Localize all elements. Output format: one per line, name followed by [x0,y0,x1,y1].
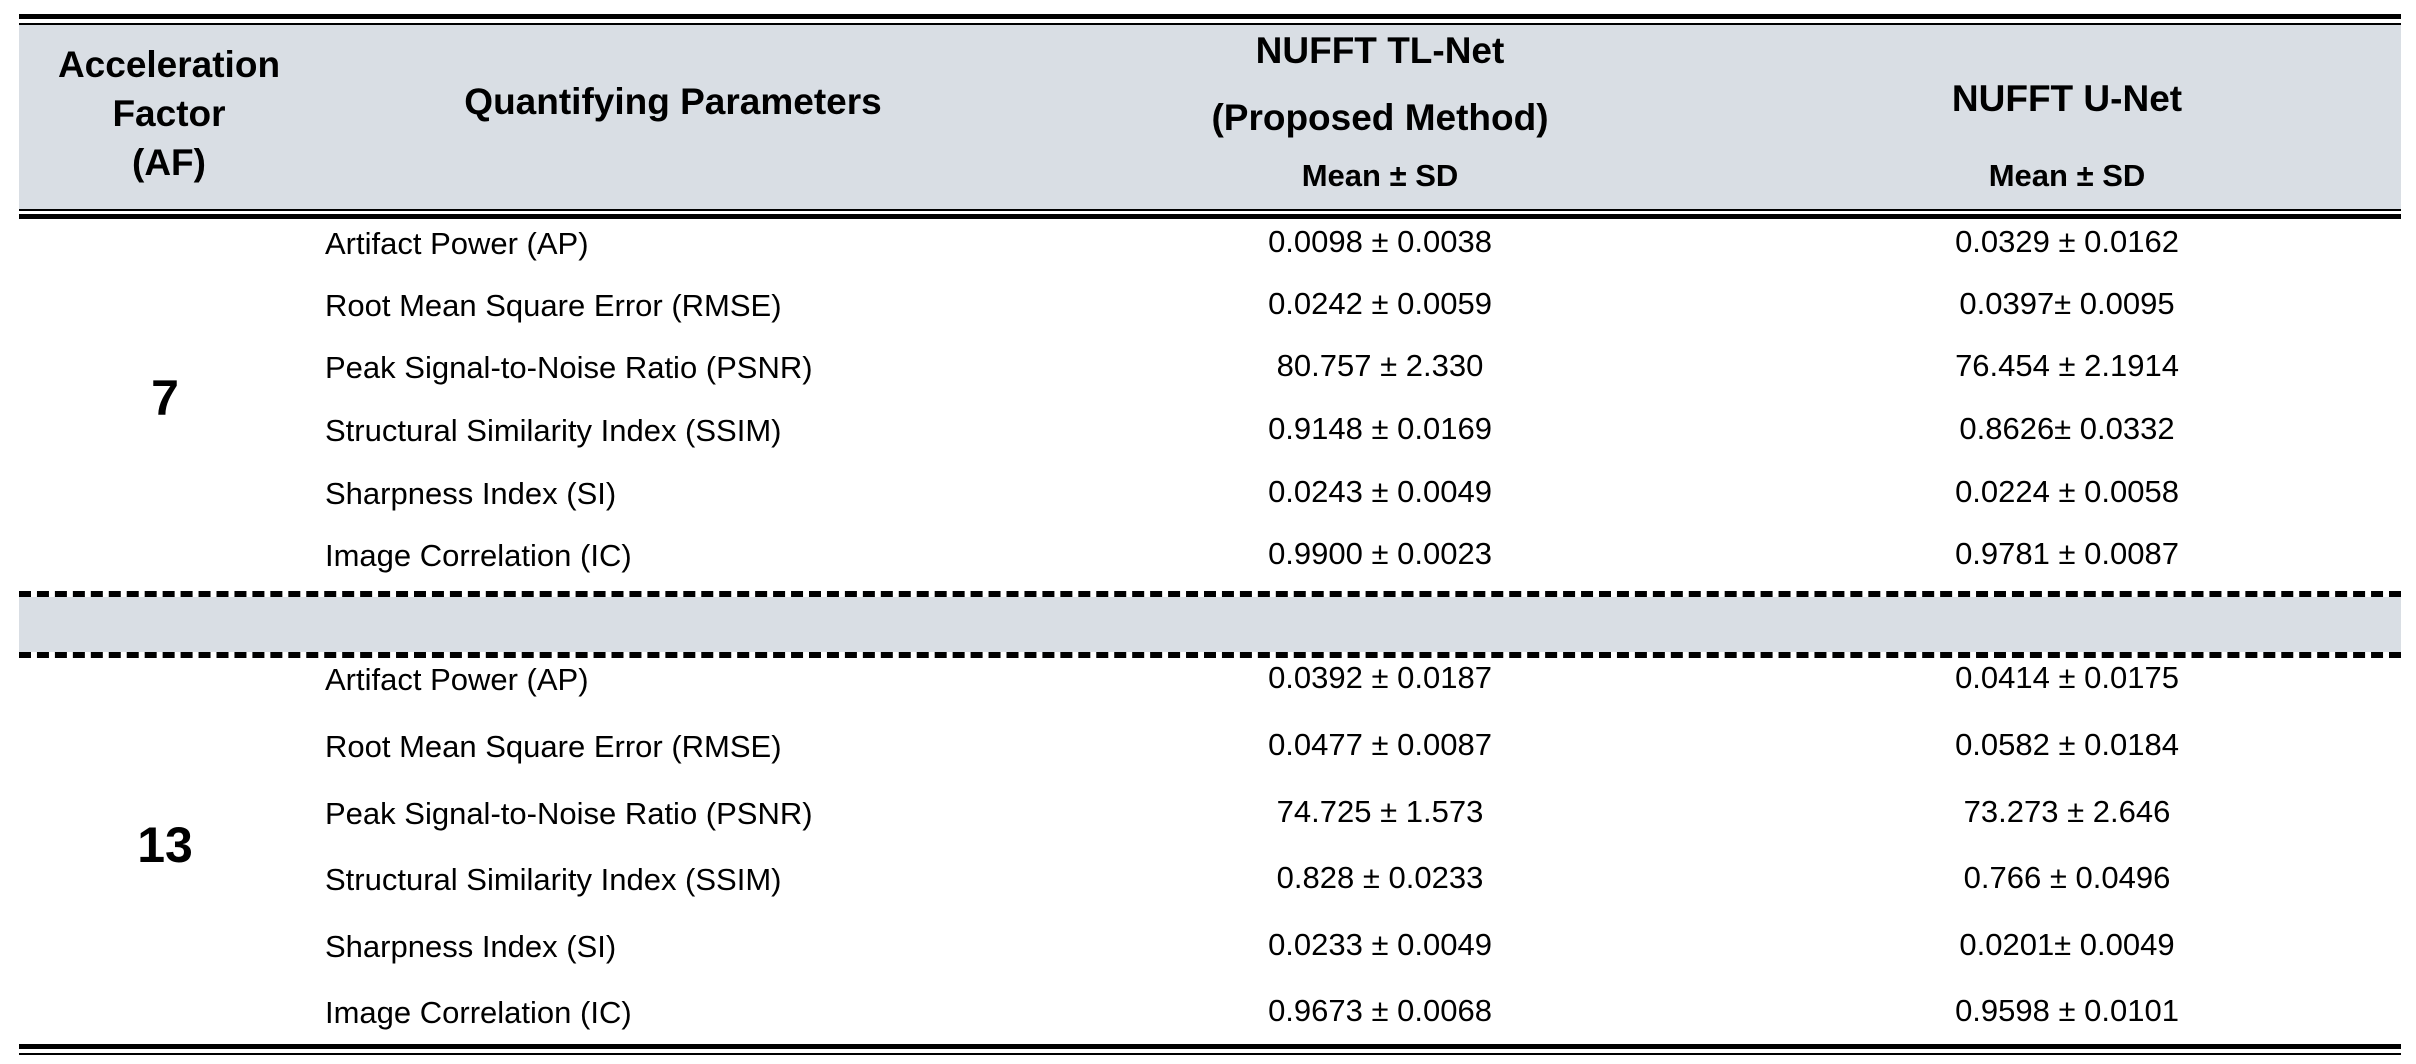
top-rule-thick [19,14,2401,19]
param-label: Sharpness Index (SI) [325,929,617,964]
tl-net-value: 0.9900 ± 0.0023 [1268,536,1492,571]
unet-value: 0.0224 ± 0.0058 [1955,474,2179,509]
unet-value: 0.0397± 0.0095 [1959,286,2175,321]
group-separator-dashed-bottom [19,652,2401,658]
param-label: Artifact Power (AP) [325,662,589,697]
param-label: Peak Signal-to-Noise Ratio (PSNR) [325,350,813,385]
top-rule-thin [19,23,2401,25]
bottom-rule-thick [19,1044,2401,1049]
header-quantifying-parameters: Quantifying Parameters [464,81,882,122]
unet-value: 76.454 ± 2.1914 [1955,348,2179,383]
unet-value: 0.8626± 0.0332 [1959,411,2175,446]
unet-value: 0.766 ± 0.0496 [1963,860,2171,895]
tl-net-value: 0.0242 ± 0.0059 [1268,286,1492,321]
header-unet-stat: Mean ± SD [1988,158,2146,193]
af-value-7: 7 [151,370,179,426]
param-label: Structural Similarity Index (SSIM) [325,862,782,897]
header-af-line-1: Acceleration [57,44,281,85]
tl-net-value: 0.0233 ± 0.0049 [1268,927,1492,962]
header-tl-net-subtitle: (Proposed Method) [1211,97,1549,138]
tl-net-value: 0.0392 ± 0.0187 [1268,660,1492,695]
results-table [19,0,2401,1064]
unet-value: 0.0329 ± 0.0162 [1955,224,2179,259]
unet-value: 0.0582 ± 0.0184 [1955,727,2179,762]
header-tl-net-title: NUFFT TL-Net [1255,30,1505,71]
header-tl-net-stat: Mean ± SD [1301,158,1459,193]
unet-value: 0.0414 ± 0.0175 [1955,660,2179,695]
unet-value: 73.273 ± 2.646 [1963,794,2171,829]
param-label: Root Mean Square Error (RMSE) [325,729,782,764]
tl-net-value: 74.725 ± 1.573 [1276,794,1484,829]
tl-net-value: 0.9673 ± 0.0068 [1268,993,1492,1028]
unet-value: 0.9781 ± 0.0087 [1955,536,2179,571]
group-separator-band [19,597,2401,652]
tl-net-value: 0.828 ± 0.0233 [1276,860,1484,895]
param-label: Sharpness Index (SI) [325,476,617,511]
param-label: Structural Similarity Index (SSIM) [325,413,782,448]
tl-net-value: 0.9148 ± 0.0169 [1268,411,1492,446]
unet-value: 0.0201± 0.0049 [1959,927,2175,962]
header-af-line-2: Factor [112,93,226,134]
param-label: Image Correlation (IC) [325,995,632,1030]
param-label: Root Mean Square Error (RMSE) [325,288,782,323]
header-unet-title: NUFFT U-Net [1951,78,2183,119]
header-af-line-3: (AF) [132,142,206,183]
param-label: Peak Signal-to-Noise Ratio (PSNR) [325,796,813,831]
tl-net-value: 0.0098 ± 0.0038 [1268,224,1492,259]
header-rule-thick [19,214,2401,219]
header-rule-thin [19,209,2401,211]
unet-value: 0.9598 ± 0.0101 [1955,993,2179,1028]
tl-net-value: 80.757 ± 2.330 [1276,348,1484,383]
param-label: Artifact Power (AP) [325,226,589,261]
header-acceleration-factor [19,40,319,187]
param-label: Image Correlation (IC) [325,538,632,573]
tl-net-value: 0.0477 ± 0.0087 [1268,727,1492,762]
tl-net-value: 0.0243 ± 0.0049 [1268,474,1492,509]
bottom-rule-thin [19,1053,2401,1055]
group-separator-dashed-top [19,591,2401,597]
af-value-13: 13 [137,817,193,873]
